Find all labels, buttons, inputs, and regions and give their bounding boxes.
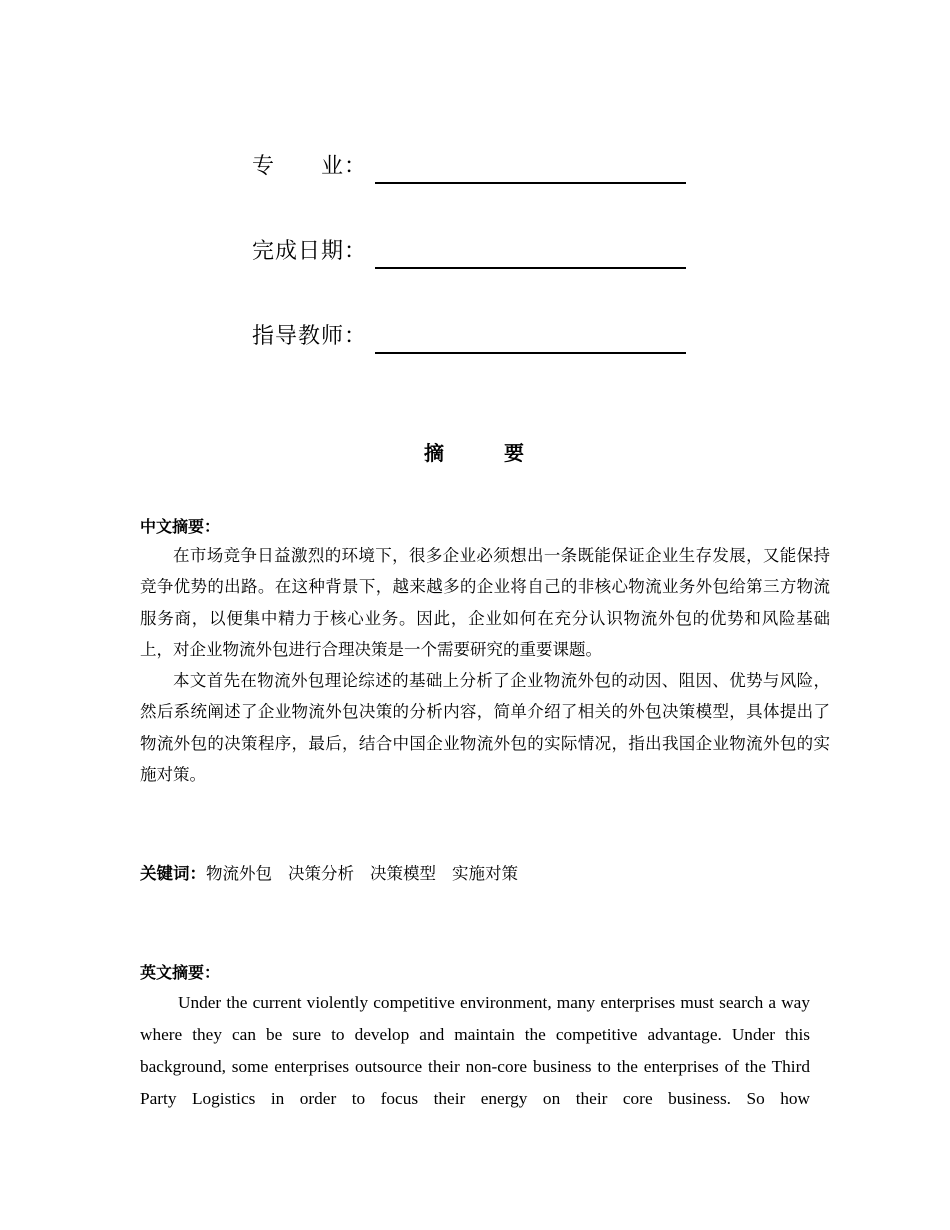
chinese-abstract-paragraph-1: 在市场竞争日益激烈的环境下，很多企业必须想出一条既能保证企业生存发展，又能保持竞争优势的出路。在这种背景下，越来越多的企业将自己的非核心物流业务外包给第三方物流服务商，以便集中精力于核心业务。因此，企业如何在充分认识物流外包的优势和风险基础上，对企业物流外包进行合理决策是一个需要研究的重要课题。 [140, 546, 830, 659]
english-abstract-body [140, 987, 810, 1115]
advisor-blank-line [375, 352, 686, 354]
keywords-line [140, 860, 534, 884]
advisor-field [252, 318, 692, 354]
keyword-item: 实施对策 [452, 864, 518, 883]
abstract-heading [0, 437, 950, 466]
abstract-heading-left: 摘 [424, 441, 446, 465]
completion-date-label: 完成日期： [252, 239, 368, 264]
advisor-label: 指导教师： [252, 324, 368, 349]
major-field [252, 148, 692, 184]
chinese-abstract-paragraph-2: 本文首先在物流外包理论综述的基础上分析了企业物流外包的动因、阻因、优势与风险，然后系统阐述了企业物流外包决策的分析内容，简单介绍了相关的外包决策模型，具体提出了物流外包的决策程序，最后，结合中国企业物流外包的实际情况，指出我国企业物流外包的实施对策。 [140, 671, 830, 785]
major-label: 专 业： [252, 154, 368, 179]
english-abstract-paragraph-1: Under the current violently competitive environment, many enterprises must search a way where they can be sure to develop and maintain the competitive advantage. Under this background, some enterprises outsource their non-core business to the enterprises of the Third Party Logistics in order to focus their energy on their core business. So how [140, 993, 810, 1108]
keyword-item: 决策分析 [288, 864, 354, 883]
completion-date-blank-line [375, 267, 686, 269]
abstract-heading-right: 要 [504, 441, 526, 465]
chinese-abstract-label: 中文摘要： [140, 517, 221, 536]
keyword-item: 物流外包 [206, 864, 272, 883]
chinese-abstract-body [140, 540, 830, 790]
major-blank-line [375, 182, 686, 184]
completion-date-field [252, 233, 692, 269]
keywords-label: 关键词： [140, 864, 206, 883]
keyword-item: 决策模型 [370, 864, 436, 883]
english-abstract-label: 英文摘要： [140, 963, 221, 982]
